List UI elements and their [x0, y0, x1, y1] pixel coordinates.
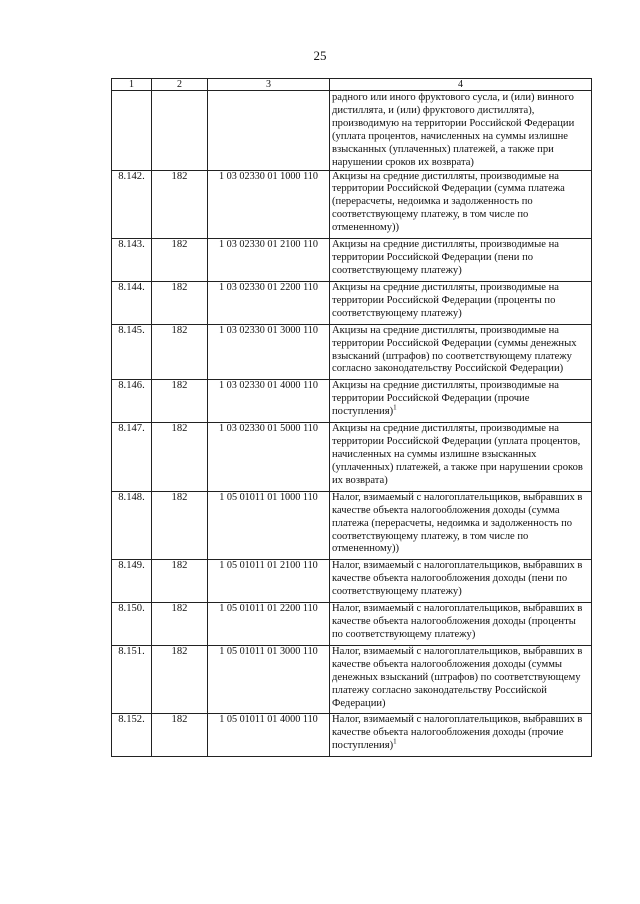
budget-code: 1 05 01011 01 2200 110: [208, 603, 330, 646]
budget-code: 1 03 02330 01 2200 110: [208, 281, 330, 324]
budget-code: 1 05 01011 01 4000 110: [208, 714, 330, 757]
admin-code: 182: [152, 491, 208, 560]
admin-code: 182: [152, 281, 208, 324]
row-number: 8.148.: [112, 491, 152, 560]
header-col-3: 3: [208, 79, 330, 91]
revenue-name: [330, 380, 592, 423]
revenue-name-text: Налог, взимаемый с налогоплательщиков, выбравших в качестве объекта налогообложения доходы (пени по соответствующему платежу): [332, 560, 583, 598]
admin-code: 182: [152, 714, 208, 757]
table-row: [112, 324, 592, 380]
table-row-continuation: [112, 91, 592, 171]
revenue-name-text: Акцизы на средние дистилляты, производимые на территории Российской Федерации (уплата процентов, начисленных на суммы излишне взысканных (уплаченных) платежей, а также при нарушении сроков их возврата): [332, 423, 583, 486]
revenue-name: [330, 239, 592, 282]
table-row: [112, 380, 592, 423]
table-row: [112, 560, 592, 603]
footnote-marker: 1: [393, 737, 397, 746]
budget-code: 1 03 02330 01 5000 110: [208, 423, 330, 492]
admin-code: [152, 91, 208, 171]
table-row: [112, 714, 592, 757]
admin-code: 182: [152, 239, 208, 282]
row-number: 8.144.: [112, 281, 152, 324]
budget-code: 1 05 01011 01 1000 110: [208, 491, 330, 560]
admin-code: 182: [152, 380, 208, 423]
row-number: 8.147.: [112, 423, 152, 492]
revenue-name: [330, 603, 592, 646]
revenue-codes-table: [111, 78, 592, 757]
budget-code: 1 05 01011 01 3000 110: [208, 645, 330, 714]
revenue-name: [330, 423, 592, 492]
revenue-name-text: Акцизы на средние дистилляты, производимые на территории Российской Федерации (сумма платежа (перерасчеты, недоимка и задолженность по соответствующему платежу, в том числе по отмененному)): [332, 170, 565, 234]
budget-code: 1 03 02330 01 2100 110: [208, 239, 330, 282]
revenue-name-text: Налог, взимаемый с налогоплательщиков, выбравших в качестве объекта налогообложения доходы (прочие поступления): [332, 714, 583, 752]
budget-code: 1 03 02330 01 4000 110: [208, 380, 330, 423]
revenue-name: [330, 170, 592, 239]
revenue-name: радного или иного фруктового сусла, и (или) винного дистиллята, и (или) фруктового дистиллята), производимую на территории Российской Федерации (уплата процентов, начисленных на суммы излишне взысканных (уплаченных) платежей, а также при нарушении сроков их возврата): [330, 91, 592, 171]
row-number: 8.152.: [112, 714, 152, 757]
revenue-name: [330, 560, 592, 603]
revenue-name-text: Налог, взимаемый с налогоплательщиков, выбравших в качестве объекта налогообложения доходы (проценты по соответствующему платежу): [332, 603, 583, 640]
budget-code: 1 05 01011 01 2100 110: [208, 560, 330, 603]
table-row: [112, 491, 592, 560]
revenue-name-text: Акцизы на средние дистилляты, производимые на территории Российской Федерации (проценты по соответствующему платежу): [332, 281, 559, 319]
budget-code: [208, 91, 330, 171]
row-number: 8.143.: [112, 239, 152, 282]
budget-code: 1 03 02330 01 1000 110: [208, 170, 330, 239]
row-number: 8.142.: [112, 170, 152, 239]
table-row: [112, 603, 592, 646]
revenue-name-text: Акцизы на средние дистилляты, производимые на территории Российской Федерации (пени по соответствующему платежу): [332, 239, 559, 276]
table-row: [112, 281, 592, 324]
revenue-name-text: Акцизы на средние дистилляты, производимые на территории Российской Федерации (прочие поступления): [332, 380, 559, 418]
revenue-name-text: Налог, взимаемый с налогоплательщиков, выбравших в качестве объекта налогообложения доходы (суммы денежных взысканий (штрафов) по соответствующему платежу согласно законодательству Российской Федерации): [332, 645, 583, 709]
revenue-name: [330, 281, 592, 324]
header-col-4: 4: [330, 79, 592, 91]
footnote-marker: 1: [393, 403, 397, 412]
row-number: 8.150.: [112, 603, 152, 646]
admin-code: 182: [152, 560, 208, 603]
row-number: 8.145.: [112, 324, 152, 380]
budget-code: 1 03 02330 01 3000 110: [208, 324, 330, 380]
revenue-name-text: Налог, взимаемый с налогоплательщиков, выбравших в качестве объекта налогообложения доходы (сумма платежа (перерасчеты, недоимка и задолженность по соответствующему платежу, в том числе по отмененному)): [332, 491, 583, 555]
page-number: 25: [313, 48, 327, 63]
row-number: [112, 91, 152, 171]
revenue-name: [330, 491, 592, 560]
admin-code: 182: [152, 645, 208, 714]
admin-code: 182: [152, 423, 208, 492]
table-row: [112, 645, 592, 714]
revenue-name-text: Акцизы на средние дистилляты, производимые на территории Российской Федерации (суммы денежных взысканий (штрафов) по соответствующему платежу согласно законодательству Российской Федерации): [332, 324, 577, 375]
table-row: [112, 423, 592, 492]
admin-code: 182: [152, 170, 208, 239]
admin-code: 182: [152, 324, 208, 380]
admin-code: 182: [152, 603, 208, 646]
header-col-2: 2: [152, 79, 208, 91]
revenue-name: [330, 645, 592, 714]
row-number: 8.151.: [112, 645, 152, 714]
header-col-1: 1: [112, 79, 152, 91]
table-header-row: [112, 79, 592, 91]
row-number: 8.146.: [112, 380, 152, 423]
revenue-name: [330, 714, 592, 757]
table-row: [112, 170, 592, 239]
table-row: [112, 239, 592, 282]
revenue-name: [330, 324, 592, 380]
row-number: 8.149.: [112, 560, 152, 603]
